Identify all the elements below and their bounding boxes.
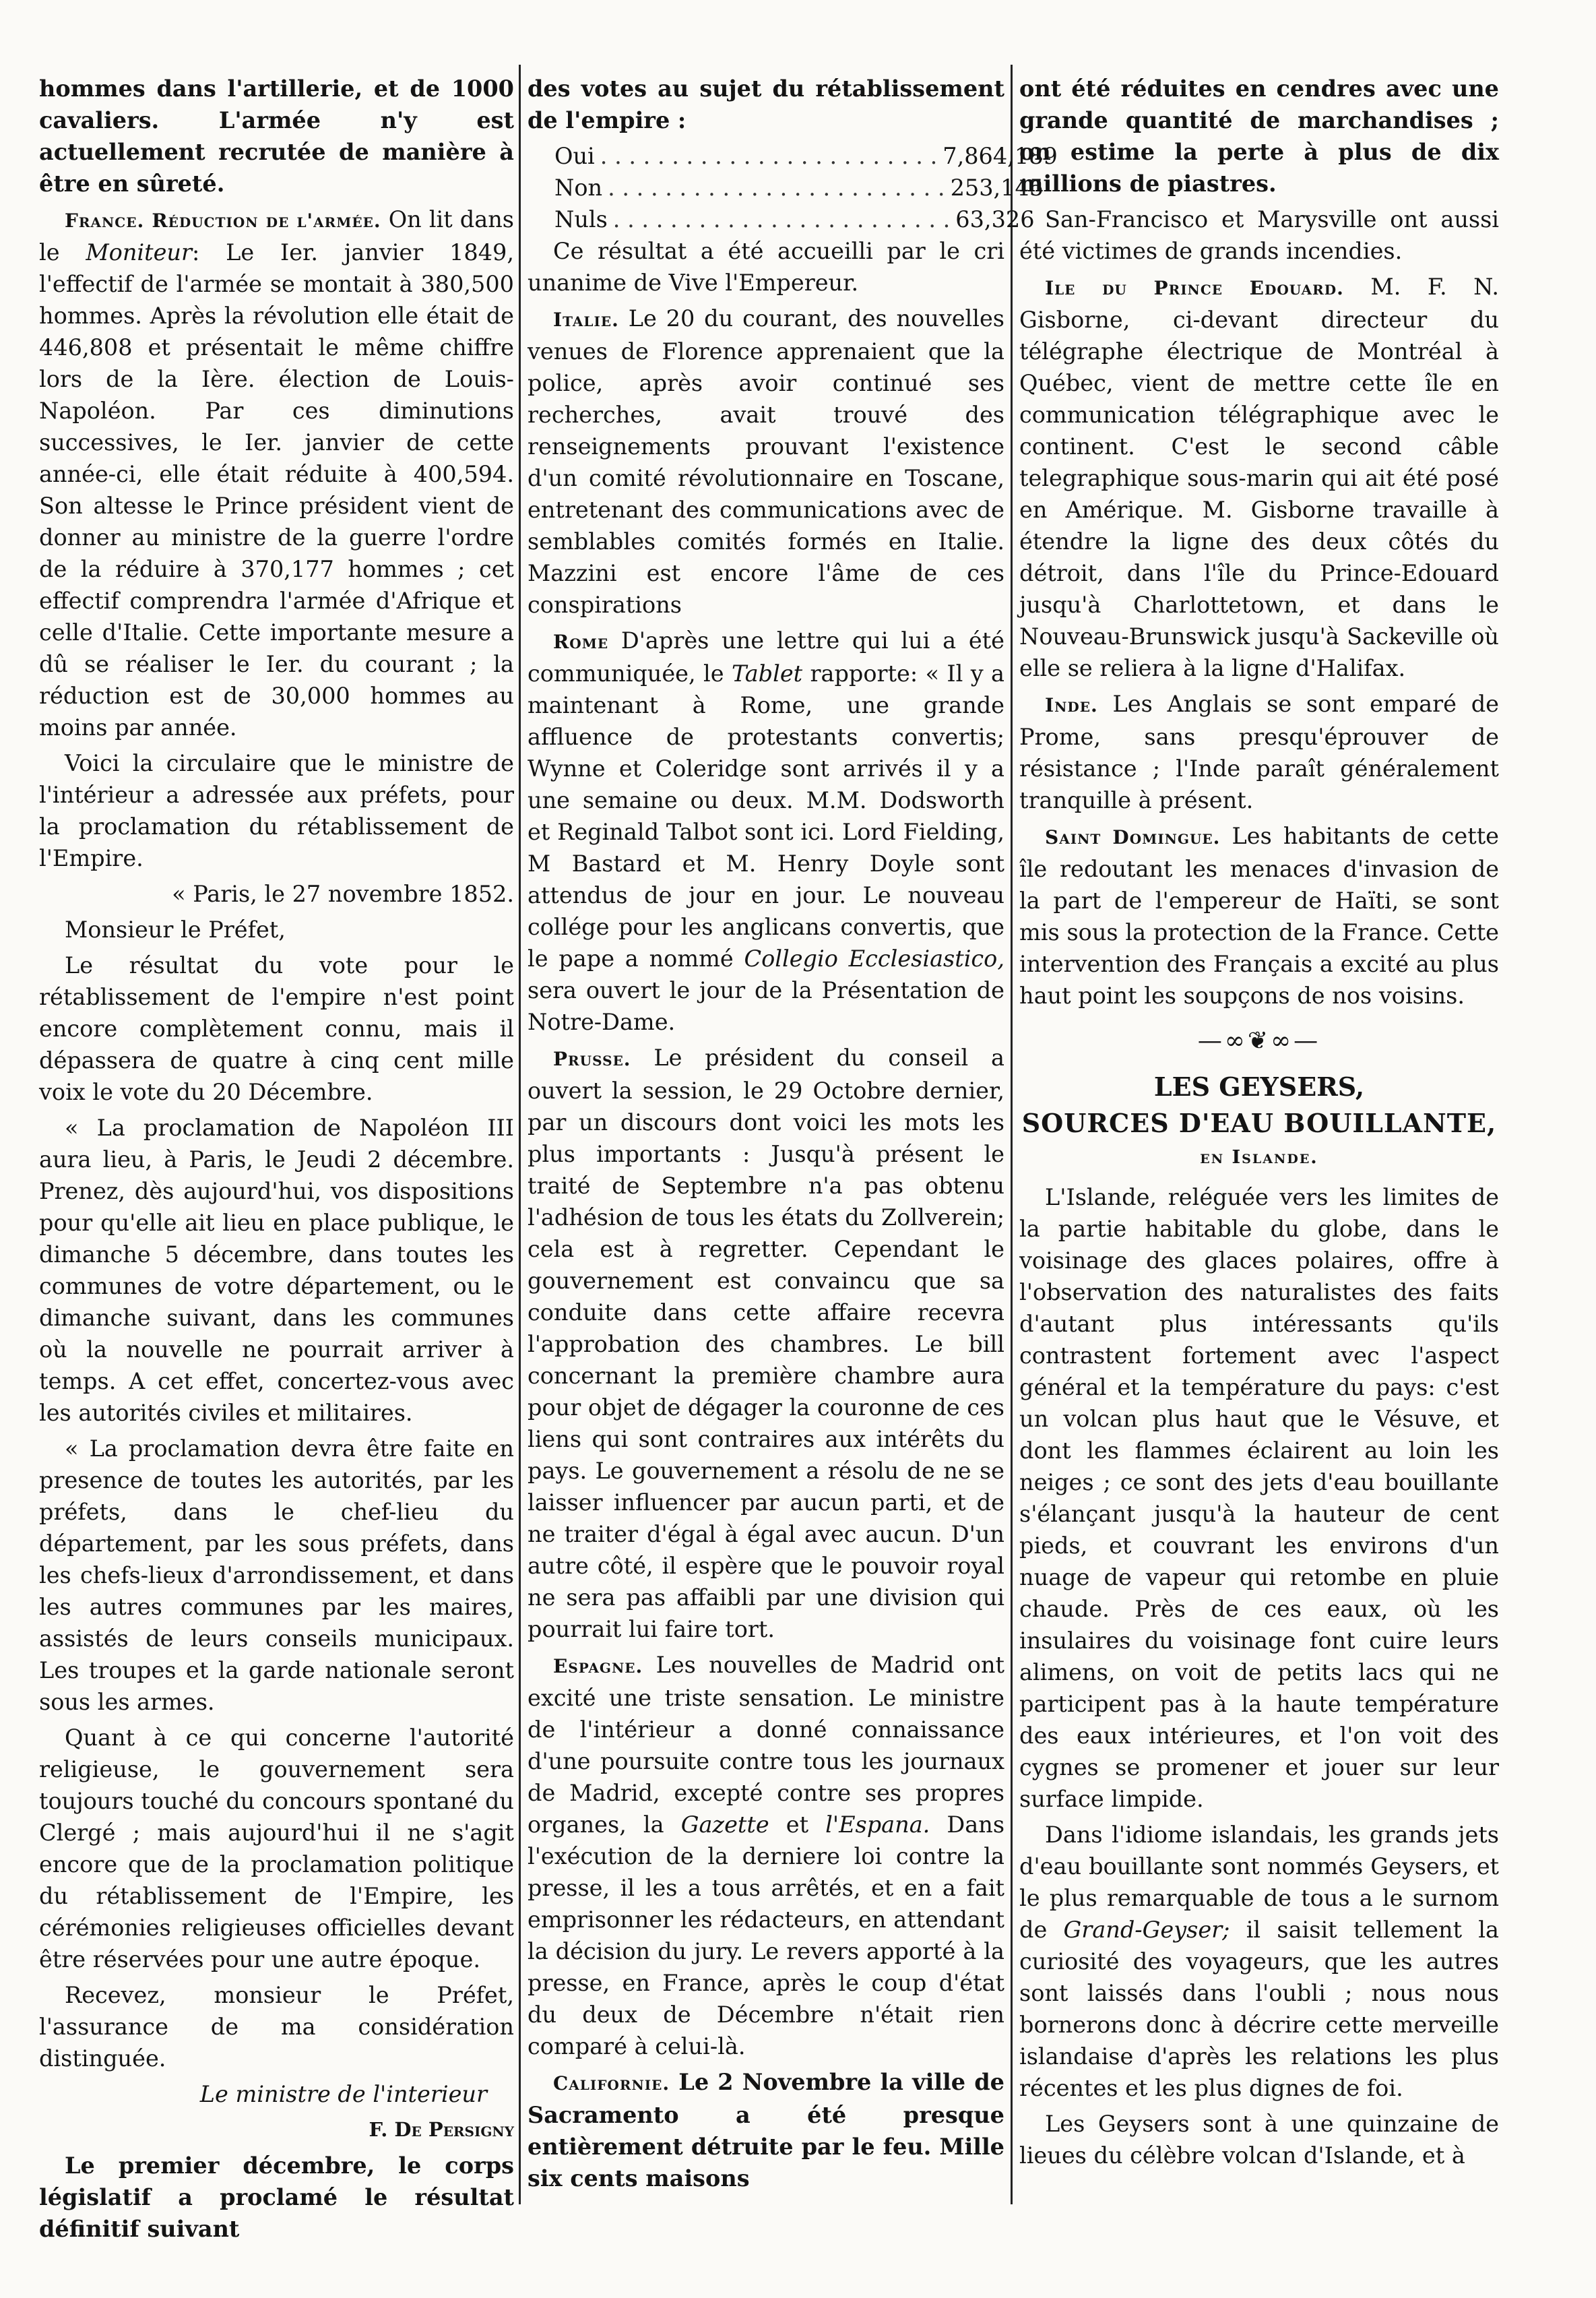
paper-name: l'Espana. [825, 1811, 930, 1838]
paragraph: « La proclamation de Napoléon III aura lieu, à Paris, le Jeudi 2 décembre. Prenez, dès aujourd'hui, vos dispositions pour qu'elle ait lieu en place publique, le dimanche 5 décembre, dans toutes les communes de votre département, ou le dimanche suivant, dans les communes où la nouvelle ne pourrait arriver à temps. A cet effet, concertez-vous avec les autorités civiles et militaires. [39, 1115, 514, 1426]
vote-value: 7,864,189 [943, 143, 1058, 169]
paragraph-text: Les habitants de cette île redoutant les menaces d'invasion de la part de l'empereur de Haïti, se sont mis sous la protection de la France. Cette intervention des Français a excité au plus haut point les soupçons de nos voisins. [1019, 823, 1499, 1009]
article-prusse [528, 1042, 1004, 1645]
paragraph: « La proclamation devra être faite en presence de toutes les autorités, par les préfets, dans le chef-lieu du département, par les sous préfets, dans les chefs-lieux d'arrondissement, et dans les autres communes par les maires, assistés de leurs conseils municipaux. Les troupes et la garde nationale seront sous les armes. [39, 1435, 514, 1715]
section-heading: Ile du Prince Edouard. [1045, 277, 1344, 299]
vote-table [528, 140, 1058, 235]
paragraph: San-Francisco et Marysville ont aussi été victimes de grands incendies. [1019, 206, 1499, 264]
vote-label: Nuls [554, 206, 608, 232]
article-saint-domingue [1019, 820, 1499, 1012]
paragraph: Le résultat du vote pour le rétablissement de l'empire n'est point encore complètement connu, mais il dépassera de quatre à cinq cent mille voix le vote du 20 Décembre. [39, 952, 514, 1105]
paragraph-text: Les Anglais se sont emparé de Prome, sans presqu'éprouver de résistance ; l'Inde paraît généralement tranquille à présent. [1019, 691, 1499, 813]
article-espagne [528, 1649, 1004, 2062]
paragraph: Les Geysers sont à une quinzaine de lieues du célèbre volcan d'Islande, et à [1019, 2111, 1499, 2169]
leader-dots: . . . . . . . . . . . . . . . . . . . . . . . . [600, 143, 938, 169]
paragraph: Le premier décembre, le corps législatif a proclamé le résultat définitif suivant [39, 2152, 514, 2242]
paragraph: Quant à ce qui concerne l'autorité religieuse, le gouvernement sera toujours touché du concours spontané du Clergé ; mais aujourd'hui il ne s'agit encore que de la proclamation politique du rétablissement de l'Empire, les cérémonies religieuses officielles devant être réservées pour une autre époque. [39, 1725, 514, 1973]
article-subtitle: SOURCES D'EAU BOUILLANTE, [1021, 1108, 1497, 1138]
paragraph: des votes au sujet du rétablissement de l'empire : [528, 75, 1004, 133]
paragraph-text: M. F. N. Gisborne, ci-devant directeur du télégraphe électrique de Montréal à Québec, vient de mettre cette île en communication télégraphique avec le continent. C'est le second câble telegraphique sous-marin qui ait été posé en Amérique. M. Gisborne travaille à étendre la ligne des deux côtés du détroit, dans l'île du Prince-Edouard jusqu'à Charlottetown, et dans le Nouveau-Brunswick jusqu'à Sackeville où elle se reliera à la ligne d'Halifax. [1019, 274, 1499, 681]
paragraph-text: Le 20 du courant, des nouvelles venues de Florence apprenaient que la police, après avoir continué ses recherches, avait trouvé des renseignements prouvant l'existence d'un comité révolutionnaire en Toscane, entretenant des communications avec de semblables comités formés en Italie. Mazzini est encore l'âme de ces conspirations [528, 305, 1004, 618]
vote-row [528, 140, 1058, 172]
paragraph [39, 73, 514, 199]
vote-label: Non [554, 175, 603, 201]
article-ile-prince-edouard [1019, 271, 1499, 684]
article-rome [528, 625, 1004, 1038]
column-2 [528, 73, 1058, 2202]
dateline: « Paris, le 27 novembre 1852. [172, 881, 514, 907]
column-rule [1011, 65, 1013, 2204]
paragraph [1019, 1819, 1499, 2104]
section-heading: Saint Domingue. [1045, 826, 1221, 848]
column-rule [519, 65, 521, 2204]
ornament-divider: —∞❦∞— [1197, 1027, 1321, 1055]
vote-label: Oui [554, 143, 595, 169]
section-heading: France. Réduction de l'armée. [65, 210, 381, 232]
paragraph-text: hommes dans l'artillerie, et de 1000 cavaliers. L'armée n'y est actuellement recrutée de manière à être en sûreté. [39, 75, 514, 197]
article-title: LES GEYSERS, [1153, 1072, 1365, 1102]
paragraph-text: et [769, 1811, 826, 1838]
section-heading: Rome [553, 631, 609, 653]
vote-value: 63,326 [955, 206, 1035, 232]
paragraph-text: Le 2 Novembre la ville de Sacramento a été presque entièrement détruite par le feu. Mille six cents maisons [528, 2069, 1004, 2192]
leader-dots: . . . . . . . . . . . . . . . . . . . . . . . . [608, 175, 945, 201]
article-italie [528, 303, 1004, 621]
section-heading: Californie. [553, 2072, 670, 2094]
article-subtitle-small: en Islande. [1200, 1147, 1318, 1168]
paragraph-text: Le président du conseil a ouvert la session, le 29 Octobre dernier, par un discours dont voici les mots les plus importants : Jusqu'à présent le traité de Septembre n'a pas obtenu l'adhésion de tous les états du Zollverein; cela est à regretter. Cependant le gouvernement est convaincu que sa conduite dans cette affaire recevra l'approbation des chambres. Le bill concernant la première chambre aura pour objet de dégager la couronne de ces liens qui sont contraires aux intérêts du pays. Le gouvernement a résolu de ne se laisser influencer par aucun parti, et de ne traiter d'égal à égal avec aucun. D'un autre côté, il espère que le pouvoir royal ne sera pas affaibli par une division qui pourrait lui faire tort. [528, 1045, 1004, 1642]
vote-value: 253,145 [950, 175, 1044, 201]
paragraph-text: D'après une lettre qui lui a été communiquée, le [528, 627, 1004, 687]
paragraph-text: Dans l'idiome islandais, les grands jets d'eau bouillante sont nommés Geysers, et le plus remarquable de tous a le surnom de [1019, 1822, 1499, 1943]
column-3 [1019, 73, 1499, 2202]
paragraph-text: rapporte: « Il y a maintenant à Rome, une grande affluence de protestants convertis; Wynne et Coleridge sont arrivés il y a une semaine ou deux. M.M. Dodsworth et Reginald Talbot sont ici. Lord Fielding, M Bastard et M. Henry Doyle sont attendus de jour en jour. Le nouveau collége pour les anglicans convertis, que le pape a nommé [528, 660, 1005, 972]
paragraph [1019, 73, 1499, 199]
paragraph-text: : Le Ier. janvier 1849, l'effectif de l'armée se montait à 380,500 hommes. Après la révolution elle était de 446,808 et présentait le même chiffre lors de la Ière. élection de Louis-Napoléon. Par ces diminutions successives, le Ier. janvier de cette année-ci, elle était réduite à 400,594. Son altesse le Prince président vient de donner au ministre de la guerre l'ordre de la réduire à 370,177 hommes ; cet effectif comprendra l'armée d'Afrique et celle d'Italie. Cette importante mesure a dû se réaliser le Ier. du courant ; la réduction est de 30,000 hommes au moins par année. [39, 239, 514, 741]
paragraph-text: il saisit tellement la curiosité des voyageurs, que les autres sont laissés dans l'oubli ; nous nous bornerons donc à décrire cette merveille islandaise d'après les relations les plus récentes et les plus dignes de foi. [1019, 1917, 1499, 2101]
paragraph-text: Dans l'exécution de la derniere loi contre la presse, il les a tous arrêtés, et en a fait emprisonner les rédacteurs, en attendant la décision du jury. Le revers apporté à la presse, en France, après le coup d'état du deux de Décembre n'était rien comparé à celui-là. [528, 1811, 1005, 2059]
paragraph-text: Les nouvelles de Madrid ont excité une triste sensation. Le ministre de l'intérieur a donné connaissance d'une poursuite contre tous les journaux de Madrid, excepté contre ses propres organes, la [528, 1652, 1004, 1838]
leader-dots: . . . . . . . . . . . . . . . . . . . . . . . . [612, 206, 951, 232]
salutation: Monsieur le Préfet, [65, 917, 286, 943]
section-heading: Espagne. [553, 1655, 643, 1677]
vote-row [528, 204, 1035, 235]
paragraph-text: sera ouvert le jour de la Présentation de Notre-Dame. [528, 977, 1004, 1035]
geyser-name: Grand-Geyser; [1063, 1917, 1230, 1943]
college-name: Collegio Ecclesiastico, [744, 945, 1005, 972]
vote-row [528, 172, 1044, 204]
paragraph-text: ont été réduites en cendres avec une grande quantité de marchandises ; on estime la perte à plus de dix millions de piastres. [1019, 75, 1499, 197]
section-heading: Prusse. [553, 1048, 631, 1070]
paper-name: Tablet [731, 660, 803, 687]
article-californie [528, 2066, 1004, 2194]
section-heading: Inde. [1045, 694, 1098, 716]
signature-name: F. De Persigny [369, 2118, 514, 2141]
paper-name: Moniteur [86, 239, 192, 266]
paragraph: Ce résultat a été accueilli par le cri unanime de Vive l'Empereur. [528, 238, 1004, 296]
paragraph: Recevez, monsieur le Préfet, l'assurance de ma considération distinguée. [39, 1982, 514, 2072]
article-inde [1019, 688, 1499, 816]
paper-name: Gazette [680, 1811, 769, 1838]
paragraph: Voici la circulaire que le ministre de l'intérieur a adressée aux préfets, pour la proclamation du rétablissement de l'Empire. [39, 750, 514, 871]
column-1 [39, 73, 514, 2242]
signature-title: Le ministre de l'interieur [199, 2081, 487, 2107]
paragraph: L'Islande, reléguée vers les limites de la partie habitable du globe, dans le voisinage des glaces polaires, offre à l'observation des naturalistes des faits d'autant plus intéressants qu'ils contrastent fortement avec l'aspect général et la température du pays: c'est un volcan plus haut que le Vésuve, et dont les flammes éclairent au loin les neiges ; ce sont des jets d'eau bouillante s'élançant jusqu'à la hauteur de cent pieds, et couvrant les environs d'un nuage de vapeur qui retombe en pluie chaude. Près de ces eaux, où les insulaires du voisinage font cuire leurs alimens, on voit de petits lacs qui ne participent pas à la haute température des eaux intérieures, et l'on voit des cygnes se promener et jouer sur leur surface limpide. [1019, 1184, 1499, 1812]
section-heading: Italie. [553, 309, 619, 331]
article-reduction-armee [39, 204, 514, 743]
paragraph-text: On lit dans le [39, 206, 514, 266]
